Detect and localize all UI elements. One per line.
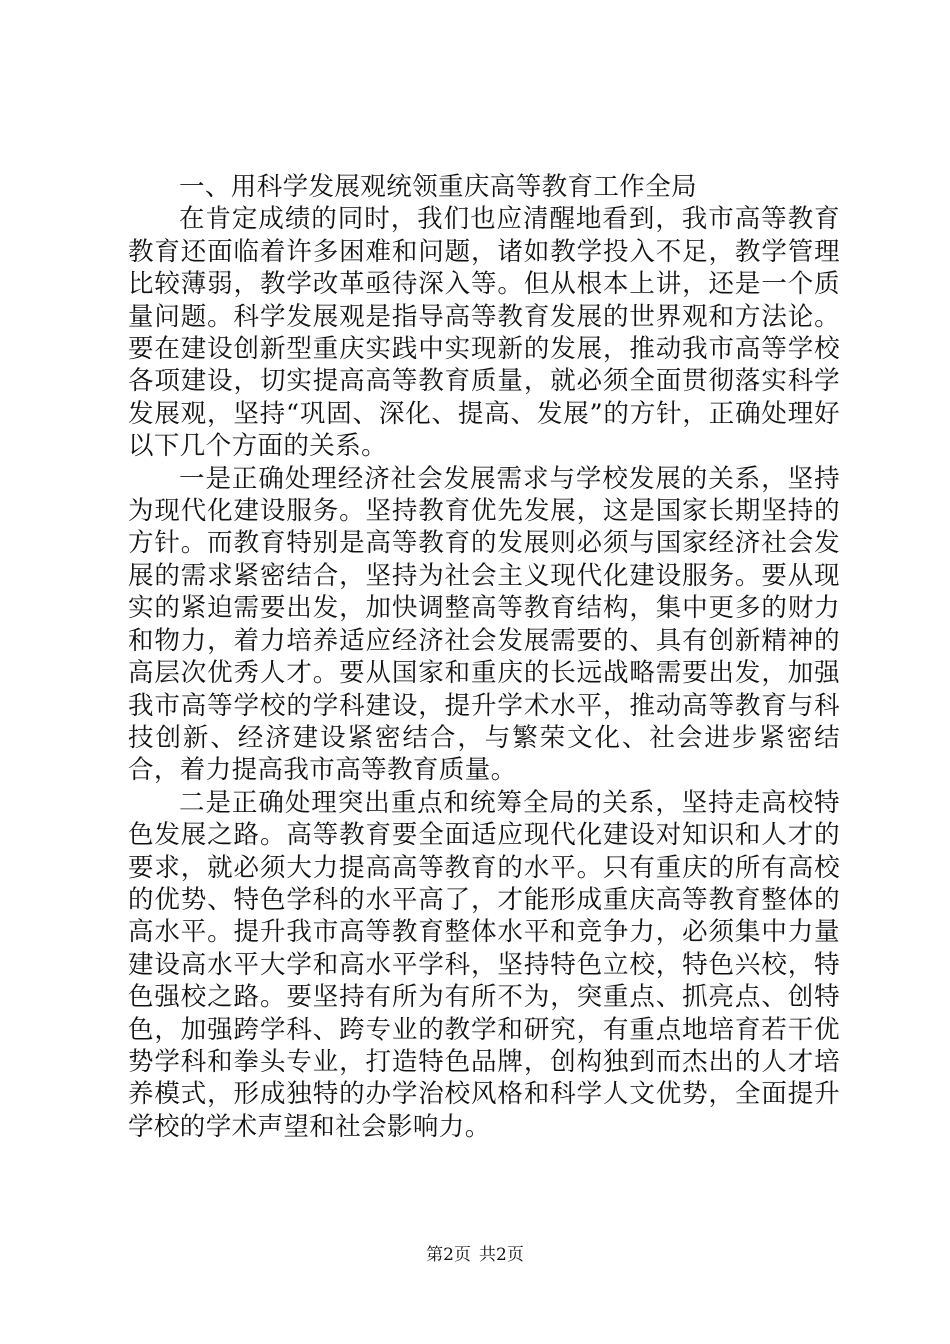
section-heading: 一、用科学发展观统领重庆高等教育工作全局 <box>179 172 698 202</box>
page-total: 共2页 <box>479 1245 524 1265</box>
document-body <box>128 171 840 1143</box>
paragraph-intro: 在肯定成绩的同时，我们也应清醒地看到，我市高等教育教育还面临着许多困难和问题，诸如教学投入不足，教学管理比较薄弱，教学改革亟待深入等。但从根本上讲，还是一个质量问题。科学发展观是指导高等教育发展的世界观和方法论。要在建设创新型重庆实践中实现新的发展，推动我市高等学校各项建设，切实提高高等教育质量，就必须全面贯彻落实科学发展观，坚持“巩固、深化、提高、发展”的方针，正确处理好以下几个方面的关系。 <box>128 204 840 462</box>
page-number: 第2页 <box>426 1245 471 1265</box>
page-footer <box>0 1244 950 1266</box>
paragraph-second-relation: 二是正确处理突出重点和统筹全局的关系，坚持走高校特色发展之路。高等教育要全面适应现代化建设对知识和人才的要求，就必须大力提高高等教育的水平。只有重庆的所有高校的优势、特色学科的水平高了，才能形成重庆高等教育整体的高水平。提升我市高等教育整体水平和竞争力，必须集中力量建设高水平大学和高水平学科，坚持特色立校，特色兴校，特色强校之路。要坚持有所为有所不为，突重点、抓亮点、创特色，加强跨学科、跨专业的教学和研究，有重点地培育若干优势学科和拳头专业，打造特色品牌，创构独到而杰出的人才培养模式，形成独特的办学治校风格和科学人文优势，全面提升学校的学术声望和社会影响力。 <box>128 787 840 1142</box>
paragraph-first-relation: 一是正确处理经济社会发展需求与学校发展的关系，坚持为现代化建设服务。坚持教育优先发展，这是国家长期坚持的方针。而教育特别是高等教育的发展则必须与国家经济社会发展的需求紧密结合，坚持为社会主义现代化建设服务。要从现实的紧迫需要出发，加快调整高等教育结构，集中更多的财力和物力，着力培养适应经济社会发展需要的、具有创新精神的高层次优秀人才。要从国家和重庆的长远战略需要出发，加强我市高等学校的学科建设，提升学术水平，推动高等教育与科技创新、经济建设紧密结合，与繁荣文化、社会进步紧密结合，着力提高我市高等教育质量。 <box>128 463 840 786</box>
